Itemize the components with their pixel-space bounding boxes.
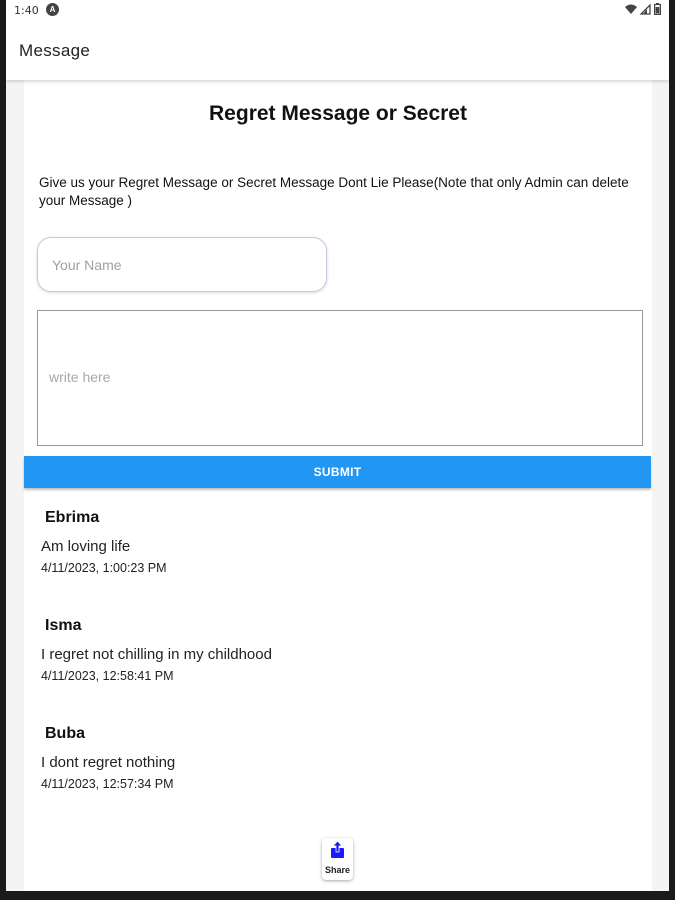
message-author: Ebrima xyxy=(45,509,100,526)
name-input[interactable] xyxy=(37,237,327,292)
message-timestamp: 4/11/2023, 12:57:34 PM xyxy=(41,777,174,791)
share-icon xyxy=(329,841,346,858)
message-textarea[interactable] xyxy=(37,310,643,446)
status-bar xyxy=(6,0,669,22)
message-item xyxy=(24,505,652,605)
message-text: I regret not chilling in my childhood xyxy=(41,646,272,663)
submit-button[interactable]: SUBMIT xyxy=(24,456,651,488)
battery-icon xyxy=(654,3,661,15)
message-text: Am loving life xyxy=(41,538,131,555)
status-time: 1:40 xyxy=(14,4,39,17)
message-text: I dont regret nothing xyxy=(41,754,176,771)
wifi-icon xyxy=(625,4,637,15)
instructions-text: Give us your Regret Message or Secret Message Dont Lie Please(Note that only Admin can delete your Message ) xyxy=(39,175,629,208)
message-author: Buba xyxy=(45,725,85,742)
app-bar xyxy=(6,22,669,80)
message-item xyxy=(24,721,652,821)
message-author: Isma xyxy=(45,617,82,634)
message-timestamp: 4/11/2023, 12:58:41 PM xyxy=(41,669,174,683)
device-screen xyxy=(6,0,669,891)
share-label: Share xyxy=(324,865,350,875)
message-timestamp: 4/11/2023, 1:00:23 PM xyxy=(41,561,167,575)
share-button[interactable] xyxy=(322,838,353,880)
message-item xyxy=(24,613,652,713)
message-form-panel xyxy=(24,80,652,891)
signal-icon xyxy=(640,4,651,15)
app-bar-title: Message xyxy=(19,41,91,60)
page-title: Regret Message or Secret xyxy=(209,102,467,125)
status-icons xyxy=(625,3,661,15)
app-notification-icon: A xyxy=(46,3,59,16)
